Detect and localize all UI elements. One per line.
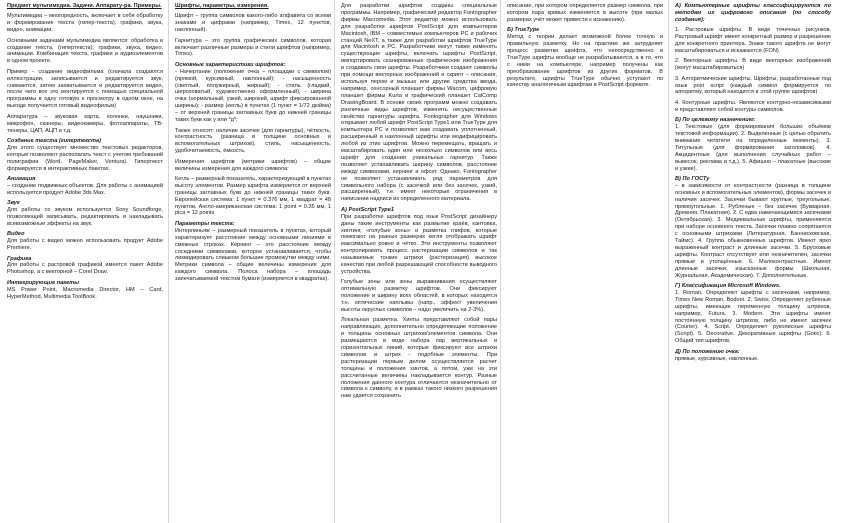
column-divider (668, 0, 669, 523)
section-heading (7, 3, 163, 10)
heading-text: Шрифты, параметры, измерения. (175, 3, 269, 9)
subsection-body: 1. Текстовые (для формирования больших объёмов текстовой информации). 2. Выделенные (с целью обратить внимание читателя на определенные моменты). 3. Титульные (для формирования заголовков). 4. Акцидентные (для выполнения случайных работ – вывесок, реклама и т.д.). 5. Афишно – плакатные (высокие и узкие). (675, 124, 831, 172)
paragraph: Локальная разметка. Хинты представляют собой пары направляющих, дополнительно определяющие положение и толщины основных штрихов/элементов символа. Они размещаются в виде набора пар вертикальных и горизонтальных линий, которые фиксируют все штрихи символов и штрих - подобные элементы. При растеризации первым делом осуществляется расчет толщины и положения хинтов, а потом, уже на эти рассчитанные величины накладывается контур. Разные положения данного контура отличаются незначительно от символа к символу, и в рамках такого низкого разрешения нам удается сохранить (341, 317, 497, 400)
subsection-body: 1. Roman. Определяет шрифты с засечками, например, Times New Roman, Bodoni. 2. Swiss. Определяет рубленые шрифты, имеющие переменную толщину штрихов, например, Futura. 3. Modern. Эти шрифты имеют постоянную толщину штрихов, либо не имеют засечек (Courier). 4. Script. Определяет рукописные шрифты (Script). 5. Decorative. Декоративные шрифты (Gotic). 6. Общий тип шрифтов. (675, 289, 831, 345)
paragraph: 3. Алгоритмические шрифты. Шрифты, разработанные под язык post script (каждый символ формируется по алгоритму, который находится в этой группе шрифтов) (675, 75, 831, 96)
subsection-body: При разработке шрифтов под язык PostScript дизайнеру даны такие инструменты как размытие краёв, кантовка, хинтинг, «голубые зоны» и разметка глифов, которые помогают на разных размерах кегля отображать шрифт максимально ровно и чётко. Эти инструменты позволяют контролировать процесс растеризации символов и так называемые тонкие штрихи (растеризация) высокое качество при любой разрешающей способности выводного устройства. (341, 213, 497, 275)
subsection (675, 283, 831, 345)
paragraph: 2. Векторные шрифты. В виде векторных изображений (могут масштабироваться) (675, 58, 831, 72)
subsection-body: Метод с теории делает возможной более точную и правильную разметку. Но на практике же затрудняет процесс разметки шрифта, что непосредственно в TrueType шрифты вообще не разрабатываются, а в то, что с ними на компьютере, например получены как преобразование шрифтов из других форматов. В результате, шрифты TrueType обычно уступают по качеству аналогичным шрифтам в PostScript формате. (507, 34, 663, 89)
paragraph: Кегль – размерный показатель, характеризующий в пунктах высоту элементов. Размер шрифта измеряется от верхней границы заглавных букв до нижней границы таких букв. Европейская система: 1 пункт = 0.376 мм, 1 квадрат = 48 пунктов. Англо-американская система: 1 point = 0.35 мм, 1 pica = 12 points (175, 175, 331, 217)
subsection (507, 27, 663, 89)
paragraph: 1. Растровые шрифты. В виде точечных рисунков. Растровый шрифт имеет конкретный размер и разрешение для конкретного принтера. Знаки такого шрифта не могут масштабироваться и искажаются (FON) (675, 27, 831, 54)
subsection (675, 3, 831, 24)
paragraph: 4. Контурные шрифты. Являются контурно-независимыми и представляют собой контуры символов. (675, 99, 831, 113)
text-column-2 (175, 3, 331, 520)
subsection (675, 349, 831, 363)
subsection-body: – в зависимости от контрастности (разница в толщине основных и вспомогательных элементов), формы засечек и наличия засечек. Засечки бывают круглые, треугольные, прямоугольные. 1. Рубленые – без засечек (Букварная, Древняя, Плакатная). 2. С едва намечающимися засечками (Октябрьская). 3. Медиевальные шрифты, применяются при наборе основного текста. Засечки плавно сопрягаются с основными штрихами (Литературная, Баннисковская, Таймс). 4. Группа обыкновенных шрифтов. Имеют ярко выраженный контраст и длинные засечки. 5. Брусковые шрифты. Контраст отсутствует или незначителен, засечки прямые и утолщённые. 6. Малоконтрастные. Имеют длинные засечки, изысканные формы (Школьная, Журнальная, Академическая). 7. Дополнительные. (675, 182, 831, 279)
subsection (675, 117, 831, 172)
subsection (7, 176, 163, 197)
subsection-body: Для работы со звуком используется Sony Soundforge, позволяющий записывать, редактировать и накладывать всевозможные эффекты на звук. (7, 207, 163, 227)
column-divider (500, 0, 501, 523)
text-column-1 (7, 3, 163, 520)
subsection-title: Г) Классификация Microsoft Windows. (675, 283, 781, 290)
text-column-4 (507, 3, 663, 520)
subsection-title: Основные характеристики шрифтов: (175, 61, 286, 68)
paragraph: Мультимедиа – многоредность, включает в себя обработку и формирование текста (гипер-текста), графики, звука, видео, анимации. (7, 13, 163, 34)
subsection (175, 221, 331, 283)
paragraph: Аппаратура – звуковая карта, колонки, наушники, микрофон, сканеры, видеокамеры, фотоаппараты, ТВ-тюнеры, ЦАП, АЦП и т.д. (7, 113, 163, 134)
subsection-title: Видео (7, 231, 25, 238)
paragraph: Гарнитура – это группа графических символов, которая включает различные размеры и стили шрифтов (например, Times). (175, 37, 331, 58)
column-divider (168, 0, 169, 523)
section-heading (175, 3, 331, 10)
subsection-body: Для работы с видео можно использовать продукт Adobe Premiere. (7, 238, 163, 252)
paragraph: Шрифт – группа символов какого-либо алфавита со всеми знаками и цифрами (например, Times, 12 пунктов, наклонный). (175, 13, 331, 34)
subsection-title: А) PostScript Type1 (341, 206, 394, 213)
heading-text: Предмет мультимедиа. Задачи. Аппарату-ра. Примеры. (7, 3, 162, 9)
subsection-body: MS Power Point, Macromedia Director, HM – Card, HyperMethod, Multimedia ToolBook. (7, 286, 163, 300)
paragraph: Измерения шрифтов (метрики шрифтов) – общие величины измерения для каждого символа: (175, 158, 331, 172)
subsection-title: Д) По положению очка: (675, 348, 740, 355)
subsection-title: Звук (7, 200, 20, 207)
text-column-5 (675, 3, 831, 520)
subsection-body: - Начертание (положение очка – площадки с символом) (прямой, курсивный, наклонный); - насыщенность (светлый, полужирный, жирный); - стиль (гладкий, шероховатый, художественно оформленный); - ширина очка (нормальный, узкий, широкий, шрифт фиксированной ширины); - размер (кегль) в пунктах (1 пункт = 1/72 дюйма) – от верхней границы заглавных букв до нижней границы таких букв как у или *д*; (175, 68, 331, 124)
paragraph: Основными задачами мультимедиа являются: обработка и создание текста, (гипертекста), графики, звука, видео, анимации. Комбинация текста, графики и аудиоэлементов в одном проекте. (7, 37, 163, 65)
subsection (7, 200, 163, 228)
paragraph: Пример - создание видеофильма (сначала создаются иллюстрации, записывается и редактируется звук, снимаются, затем захватывается и редактируется видео, после чего все это монтируется с помощью специальной программы в одну готовую к просмотру в одном окне, на выходе получается готовый видеофильм) (7, 68, 163, 110)
subsection (675, 176, 831, 280)
subsection-body: – создание подвижных объектов. Для работы с анимацией используется продукт Adobe 3ds Max. (7, 182, 163, 196)
subsection (175, 62, 331, 124)
subsection-body: Для работы с растровой графикой имеется пакет Adobe Photoshop, а с векторной – Corel Draw. (7, 262, 163, 276)
subsection-title: В) По ГОСТу (675, 175, 710, 182)
subsection (7, 138, 163, 173)
subsection (7, 280, 163, 301)
text-column-3 (341, 3, 497, 520)
paragraph: Голубые зоны или зоны выравнивания осуществляют оптимальную разметку шрифтов. Они фиксируют положение и ширину всех областей, в которых находятся т.н. оптические наплывы (напр., эффект увеличения высоты округлых символов – надо увеличить на 2-3%). (341, 279, 497, 313)
subsection-title: Графика (7, 255, 32, 262)
paragraph: описание, при котором определяется размер символа, при котором пара кривых изменяется в высоте (при малых размерах учёт может привести к искажению). (507, 3, 663, 23)
subsection-body: Интерлиньяж – размерный показатель в пунктах, который характеризует расстояние между основными линиями в смежных строках. Кернинг – это расстояние между соседними символами, которое устанавливается, чтобы ликвидировать слишком большие промежутки между ними. Метрики символа – общие величины измерения для каждого символа. Полоса набора – площадь запечатываемой текстом бумаги (измеряется в квадратах). (175, 227, 331, 283)
subsection-title: Параметры текста: (175, 220, 235, 227)
subsection (7, 256, 163, 277)
subsection (7, 231, 163, 252)
subsection-title: Б) TrueType (507, 27, 540, 34)
subsection-title: А) Компьютерные шрифты классифицируются по методам их цифрового описания (по способу создания): (675, 3, 831, 23)
subsection-body: прямые, курсивные, наклонные. (675, 355, 759, 362)
subsection-title: Анимация (7, 175, 36, 182)
column-divider (334, 0, 335, 523)
subsection-title: Создание текста (гипертекста) (7, 137, 101, 144)
subsection-title: Интегрирующие пакеты (7, 279, 79, 286)
subsection (341, 207, 497, 276)
subsection-body: Для этого существует множество текстовых редакторов, которые позволяют располагать текст с учетом требований полиграфии (Word, PageMaker, Ventura). Гипертекст формируется в интерактивных пакетах. (7, 144, 163, 172)
paragraph: Для разработки шрифтов созданы специальные программы. Например, графический редактор Fontographer фирмы Macromedia. Этот редактор можно использовать для разработки шрифтов PostScript для компьютеров Macintosh, IBM – совместимых компьютеров PC и рабочих станций NeXT, а также для разработки шрифтов TrueType для Macintosh и PC. Разработчики могут также изменять существующие шрифты, включать шрифты PostScript, импортировать сканированные графические изображения и создавать свои шрифты. Разработчики создают символы при помощи векторных изображений и скрипт – описания, используя пером и мышью или другие средства ввода, например, сенсорный планшет фирмы Wacom, цифровую планшет фирмы Kurta и графический планшет CalComp DrawingBoard. В основе своих программ можно создавать различные виды шрифтов, изменять несущественные свойства гарнитуры шрифта. Fontographer для Windows открывает любой шрифт PostScript Type1 или TrueType для компьютера PC и позволяет вам создавать уплотненный, расширенный и наклонный шрифты или модифицировать любой из этих шрифтов. Можно перемещать, вращать и масштабировать один или несколько символов или весь шрифт для создания уникальных гарнитур. Также позволяет устанавливать ширину символов, расстояние между символами, кернинг и офсет. Однако, Fontographer не позволяет устанавливать ряд параметров для символьного набора (с засечкой или без засечек, узкий, расширенный), т.е. имеет некоторые ограничения в написании надписи из определенного материала. (341, 3, 497, 203)
subsection-title: Б) По целевому назначению: (675, 117, 756, 124)
paragraph: Также относят: наличие засечек (для гарнитуры), чёткость, контрастность (разница в толщине основных и вспомогательных штрихов), стиль, насыщенность, удобочитаемость, ёмкость. (175, 127, 331, 155)
